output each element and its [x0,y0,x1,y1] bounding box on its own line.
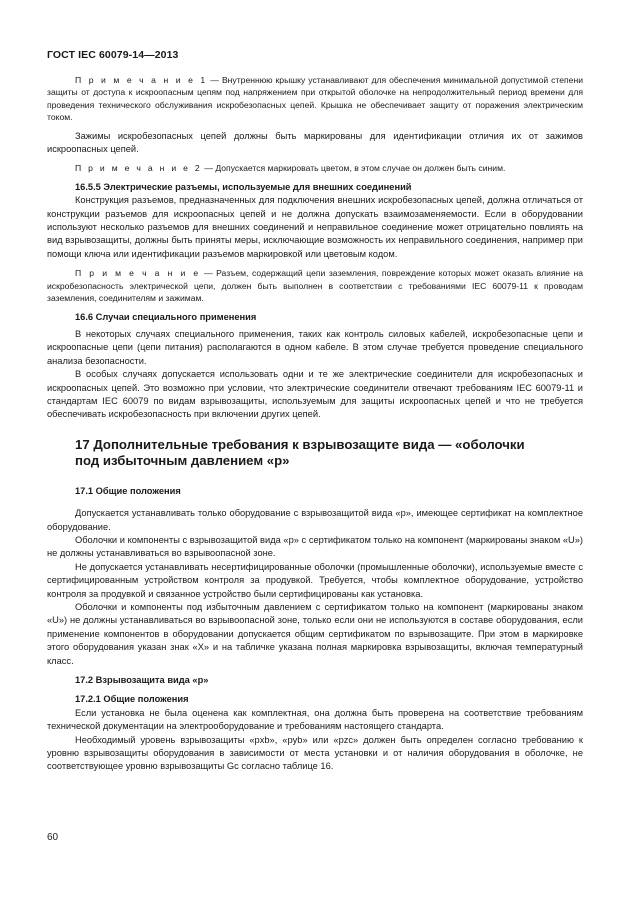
heading-17 [47,437,583,470]
paragraph-17-2-1-a: Если установка не была оценена как комплектная, она должна быть проверена на соответствие требованиям технической документации на электрооборудование и требованиям настоящего стандарта. [47,707,583,732]
paragraph-17-1-d: Оболочки и компоненты под избыточным давлением с сертификатом только на компонент (маркированы знаком «U») не должны устанавливаться во взрывоопасной зоне, только если они не используются в составе оборудования, если применение компонентов в оборудовании допускается общим сертификатом по взрывозащите. При этом в маркировке этого оборудования указан знак «X» и на табличке указана полная маркировка взрывозащиты, включая температурный класс. [47,602,583,666]
paragraph-16-5-5: Конструкция разъемов, предназначенных для подключения внешних искробезопасных цепей, должна отличаться от конструкции разъемов для искроопасных цепей и не должна допускать взаимозаменяемости. Если в оборудовании используют несколько разъемов для внешних соединений и неправильное соединение может отрицательно повлиять на вид взрывозащиты, должны быть приняты меры, исключающие возможность их неправильного соединения, например при помощи ключа или идентификации разъемов маркировкой или цветовым кодом. [47,195,583,259]
note-2 [47,162,583,174]
heading-16-5-5: 16.5.5 Электрические разъемы, используемые для внешних соединений [75,181,412,192]
note-3 [47,267,583,304]
note-1-label: П р и м е ч а н и е 1 [75,75,208,85]
note-1-text: — Внутреннюю крышку устанавливают для обеспечения минимальной допустимой степени защиты от доступа к искроопасным цепям под напряжением при открытой оболочке на непродолжительный период времени для проведения технического обслуживания искробезопасных цепей. Крышка не обеспечивает защиту от поражения электрическим током. [47,75,583,123]
paragraph-17-2-1-b: Необходимый уровень взрывозащиты «pxb», «pyb» или «pzc» должен быть определен согласно требованию к уровню взрывозащиты оборудования в зависимости от места установки и от наличия оборудования в оболочке, не соответствующее уровню взрывозащиты Gc согласно таблице 16. [47,734,583,772]
note-1 [47,74,583,124]
heading-17-1: 17.1 Общие положения [75,485,181,496]
page-content [47,74,583,774]
paragraph-17-1-c: Не допускается устанавливать несертифицированные оболочки (промышленные оболочки), используемые вместе с сертифицированным устройством контроля за продувкой. Требуется, чтобы комплектное оборудование, устройство контроля за продувкой и связанное устройство были сертифицированы как установка. [47,561,583,599]
paragraph-17-1-a: Допускается устанавливать только оборудование с взрывозащитой вида «р», имеющее сертификат на комплектное оборудование. [47,508,583,532]
page-number: 60 [47,832,59,843]
note-2-text: — Допускается маркировать цветом, в этом случае он должен быть синим. [201,163,506,174]
note-3-label: П р и м е ч а н и е [75,268,201,279]
note-2-label: П р и м е ч а н и е 2 [75,163,202,174]
heading-16-6: 16.6 Случаи специального применения [75,311,257,322]
heading-17-line-2: под избыточным давлением «р» [75,453,290,469]
heading-17-line-1: 17 Дополнительные требования к взрывозащите вида — «оболочки [75,436,525,452]
heading-17-2-1: 17.2.1 Общие положения [75,694,189,705]
paragraph-16-6-a: В некоторых случаях специального применения, таких как контроль силовых кабелей, искробезопасные цепи и искроопасные цепи (цепи питания) располагаются в одном кабеле. В этом случае требуется проведение специального анализа безопасности. [47,328,583,366]
heading-17-2: 17.2 Взрывозащита вида «р» [75,675,209,686]
paragraph-17-1-b: Оболочки и компоненты с взрывозащитой вида «р» с сертификатом только на компонент (маркированы знаком «U») не должны устанавливаться во взрывоопасной зоне. [47,534,583,559]
paragraph-terminals: Зажимы искробезопасных цепей должны быть маркированы для идентификации отличия их от зажимов искроопасных цепей. [47,130,583,155]
paragraph-16-6-b: В особых случаях допускается использовать одни и те же электрические соединители для искробезопасных и искроопасных цепей. Это возможно при условии, что электрические соединители отвечают требованиям IEC 60079-11 и стандартам IEC 60079 по видам взрывозащиты, используемым для защиты искроопасных цепей и что не требуется обеспечивать искробезопасность при включении других цепей. [47,369,583,420]
running-header: ГОСТ IEC 60079-14—2013 [47,49,179,61]
note-3-text: — Разъем, содержащий цепи заземления, повреждение которых может оказать влияние на искробезопасность электрической цепи, должен быть выполнен в соответствии с требованиями IEC 60079-11 к проводам заземления, соединителям и зажимам. [47,268,583,304]
